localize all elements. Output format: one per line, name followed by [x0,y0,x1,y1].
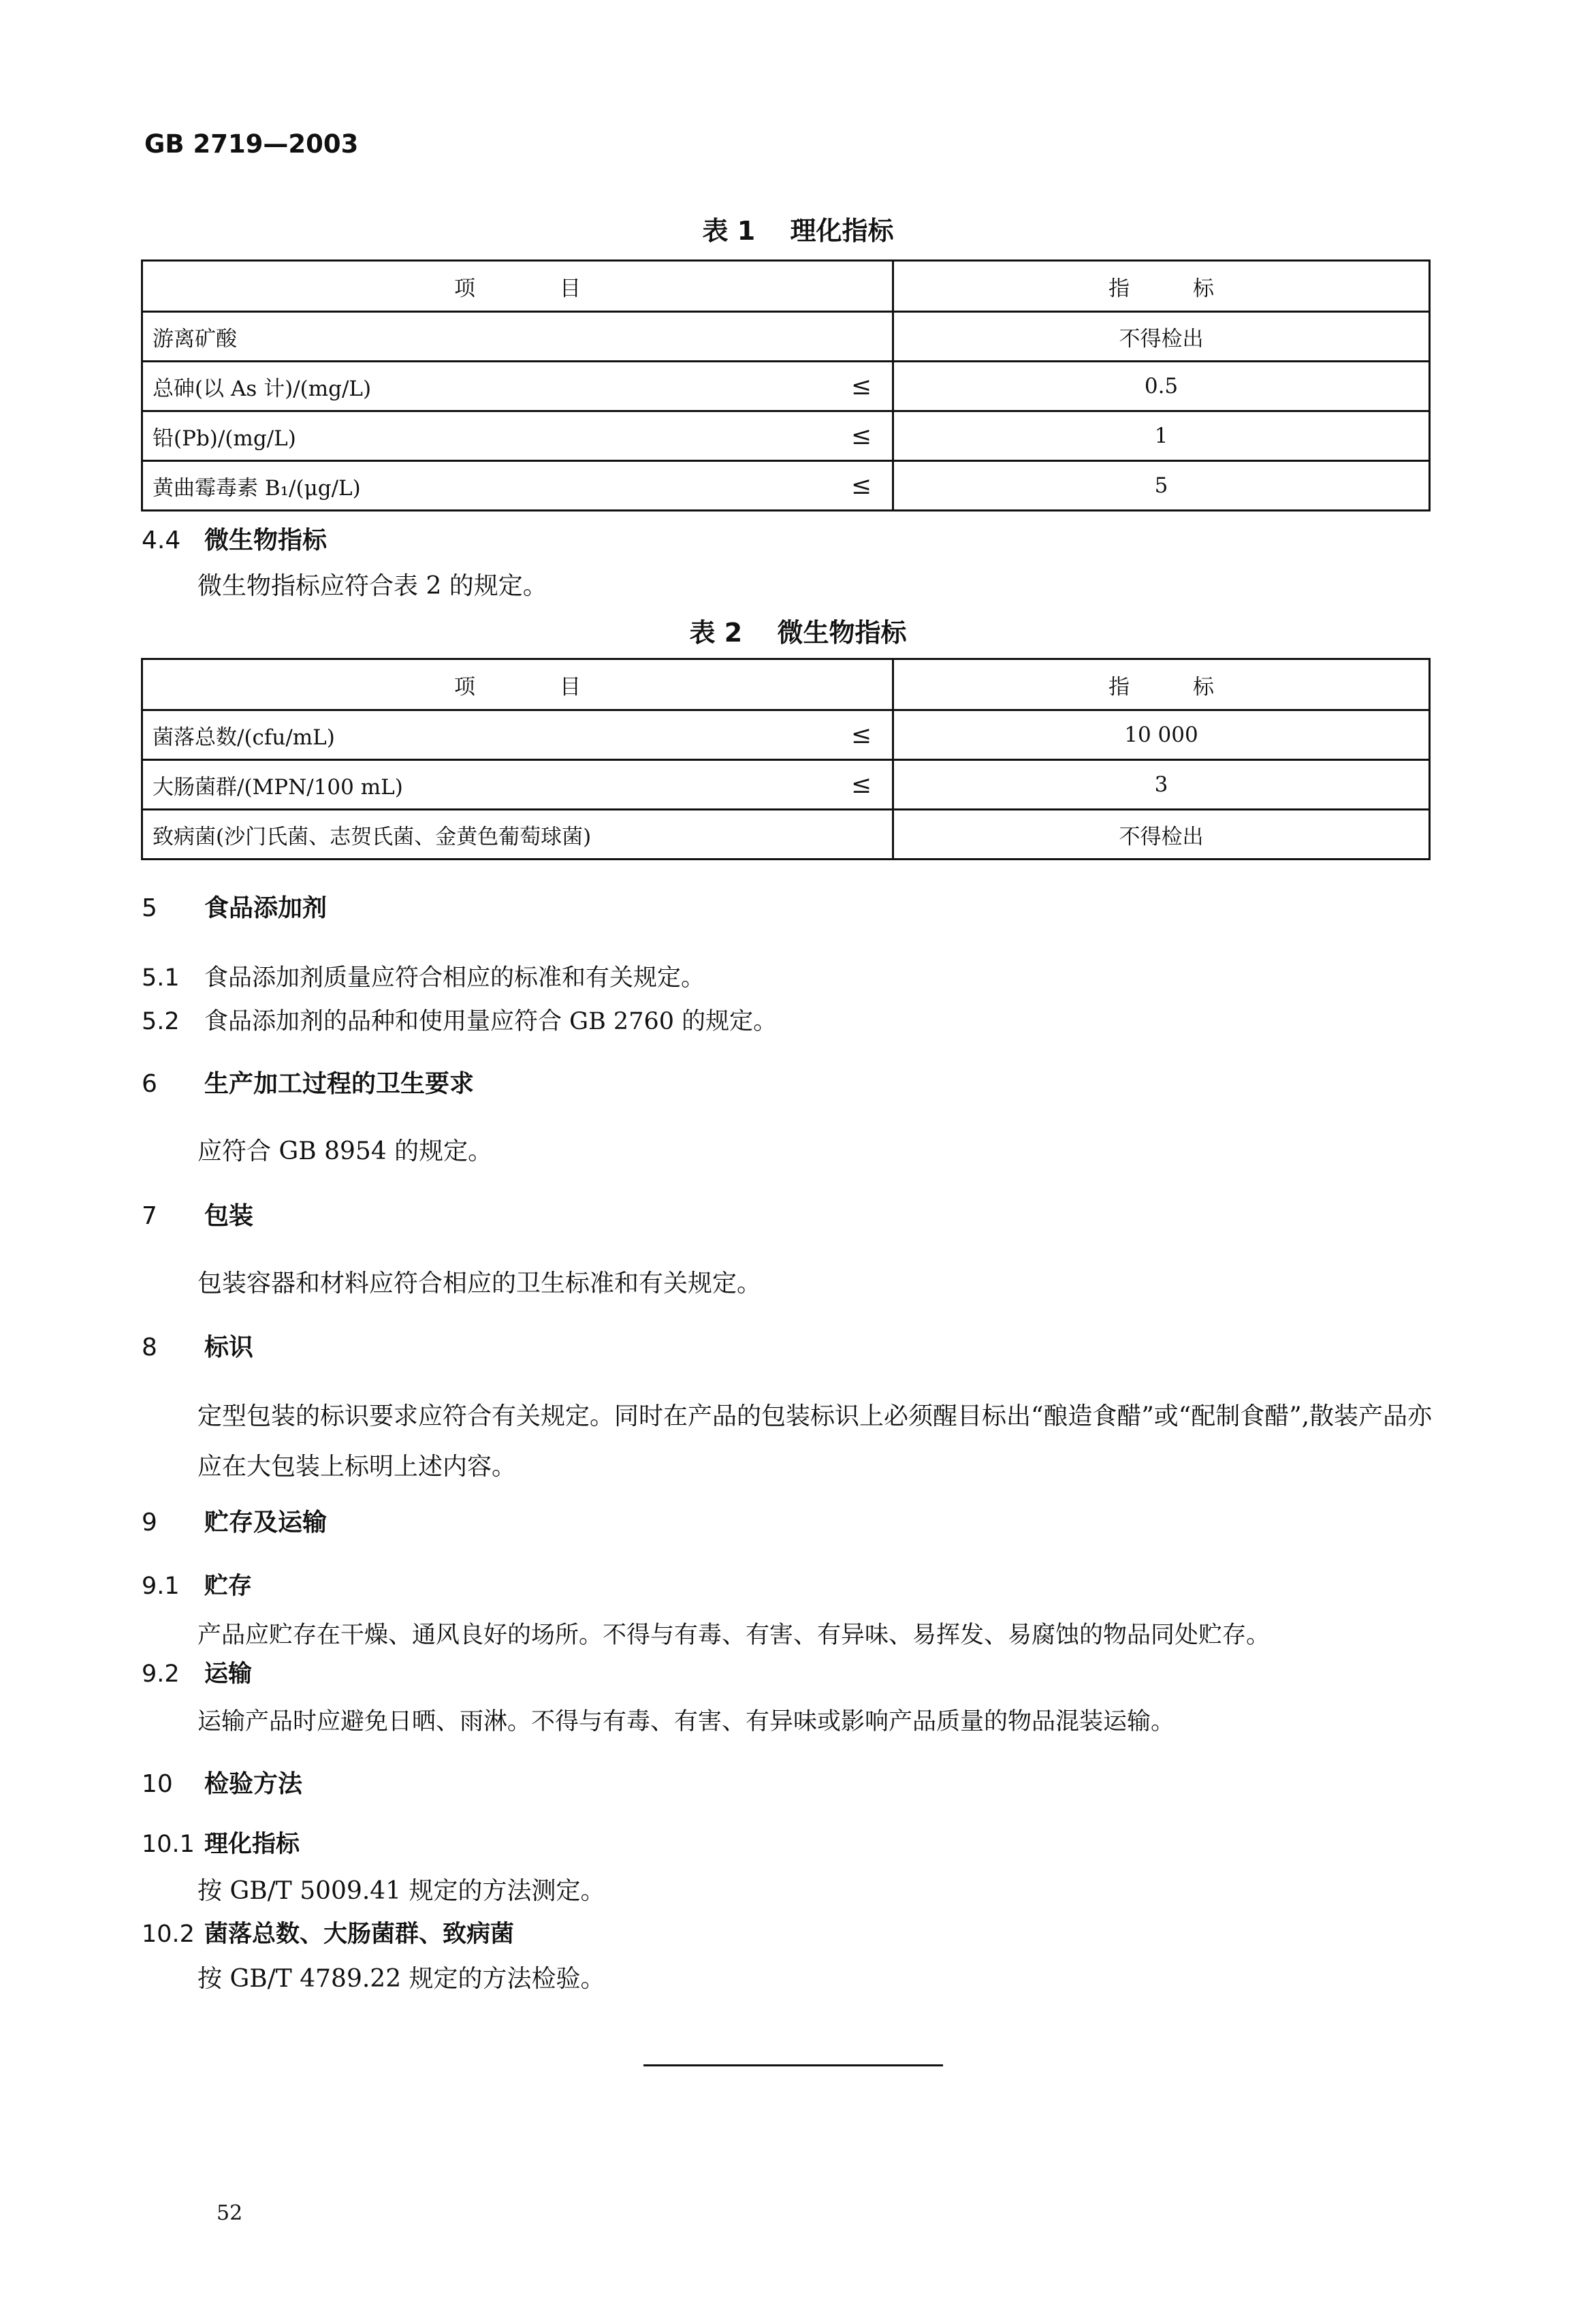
table1 [141,259,1431,511]
table-row [142,312,1430,362]
table1-col-item: 项 目 [142,261,893,312]
section-10-heading [142,1765,302,1799]
section-title: 检验方法 [204,1770,303,1798]
end-rule [643,2064,943,2066]
section-10-1-heading [142,1825,300,1859]
section-10-2-text: 按 GB/T 4789.22 规定的方法检验。 [197,1965,605,1993]
section-6-text: 应符合 GB 8954 的规定。 [197,1137,493,1165]
section-title: 贮存 [204,1573,253,1600]
section-number: 9.2 [142,1660,180,1688]
table-row [142,362,1430,411]
row-value: 10 000 [893,710,1430,760]
section-8-text: 定型包装的标识要求应符合有关规定。同时在产品的包装标识上必须醒目标出“酿造食醋”或“配制食醋”,散装产品亦应在大包装上标明上述内容。 [197,1402,1433,1481]
row-value: 不得检出 [893,810,1430,860]
table-row [142,710,1430,760]
section-9-heading [142,1503,327,1538]
table2-header-row [142,659,1430,710]
row-item: 菌落总数/(cfu/mL) [153,725,335,750]
section-number: 4.4 [142,526,181,554]
section-4-4-heading [142,521,327,556]
row-value: 1 [893,411,1430,461]
row-item: 总砷(以 As 计)/(mg/L) [153,376,372,401]
section-title: 运输 [204,1660,253,1688]
row-operator: ≤ [850,721,872,749]
section-title: 贮存及运输 [204,1509,328,1537]
row-item: 大肠菌群/(MPN/100 mL) [153,774,403,800]
section-number: 6 [142,1070,157,1098]
section-10-2-heading [142,1915,514,1949]
section-8-heading [142,1328,253,1363]
section-title: 食品添加剂 [204,894,328,922]
section-title: 生产加工过程的卫生要求 [204,1070,475,1098]
section-number: 8 [142,1334,157,1361]
table-row [142,411,1430,461]
section-10-1-text: 按 GB/T 5009.41 规定的方法测定。 [197,1877,605,1905]
table2-caption-number: 表 2 [689,618,743,648]
table2-caption-title: 微生物指标 [777,618,907,648]
section-9-2-text: 运输产品时应避免日晒、雨淋。不得与有毒、有害、有异味或影响产品质量的物品混装运输。 [197,1708,1175,1735]
section-9-1-heading [142,1567,252,1601]
section-number: 9 [142,1509,157,1537]
row-value: 0.5 [893,362,1430,411]
row-item: 铅(Pb)/(mg/L) [153,426,296,451]
section-title: 标识 [204,1334,254,1361]
row-item: 致病菌(沙门氏菌、志贺氏菌、金黄色葡萄球菌) [153,824,592,849]
table-row [142,810,1430,860]
section-title: 理化指标 [204,1831,300,1858]
section-number: 5.2 [142,1008,180,1035]
section-title: 包装 [204,1202,254,1230]
row-value: 3 [893,760,1430,810]
table1-caption-number: 表 1 [702,216,756,246]
section-text: 食品添加剂质量应符合相应的标准和有关规定。 [204,964,705,992]
row-value: 5 [893,461,1430,511]
table-row [142,461,1430,511]
section-9-2-heading [142,1655,252,1689]
section-number: 7 [142,1202,157,1230]
section-4-4-text: 微生物指标应符合表 2 的规定。 [197,572,547,600]
section-7-heading [142,1197,253,1231]
table2 [141,658,1431,860]
row-operator: ≤ [850,372,872,400]
section-number: 10.2 [142,1921,195,1948]
section-number: 10.1 [142,1831,195,1858]
table2-col-item: 项 目 [142,659,893,710]
table2-caption [0,612,1596,649]
row-operator: ≤ [850,770,872,799]
table1-caption [0,210,1596,247]
section-number: 9.1 [142,1573,180,1600]
section-title: 菌落总数、大肠菌群、致病菌 [204,1921,515,1948]
section-number: 5 [142,894,157,922]
row-operator: ≤ [850,471,872,500]
row-value: 不得检出 [893,312,1430,362]
section-title: 微生物指标 [204,526,328,554]
section-number: 10 [142,1770,173,1798]
section-9-1-text: 产品应贮存在干燥、通风良好的场所。不得与有毒、有害、有异味、易挥发、易腐蚀的物品同处贮存。 [197,1622,1271,1649]
row-item: 游离矿酸 [153,326,237,351]
table2-col-value: 指 标 [893,659,1430,710]
section-6-heading [142,1065,474,1099]
row-operator: ≤ [850,422,872,450]
section-5-1 [142,959,705,993]
table1-col-value: 指 标 [893,261,1430,312]
table1-caption-title: 理化指标 [790,216,894,246]
section-7-text: 包装容器和材料应符合相应的卫生标准和有关规定。 [197,1270,762,1297]
section-number: 5.1 [142,964,180,992]
table1-header-row [142,261,1430,312]
section-5-2 [142,1003,777,1037]
page-number: 52 [217,2201,243,2225]
section-5-heading [142,889,327,924]
row-item: 黄曲霉毒素 B₁/(μg/L) [153,475,361,501]
standard-code-header: GB 2719—2003 [144,129,359,159]
section-text: 食品添加剂的品种和使用量应符合 GB 2760 的规定。 [204,1008,778,1035]
table-row [142,760,1430,810]
